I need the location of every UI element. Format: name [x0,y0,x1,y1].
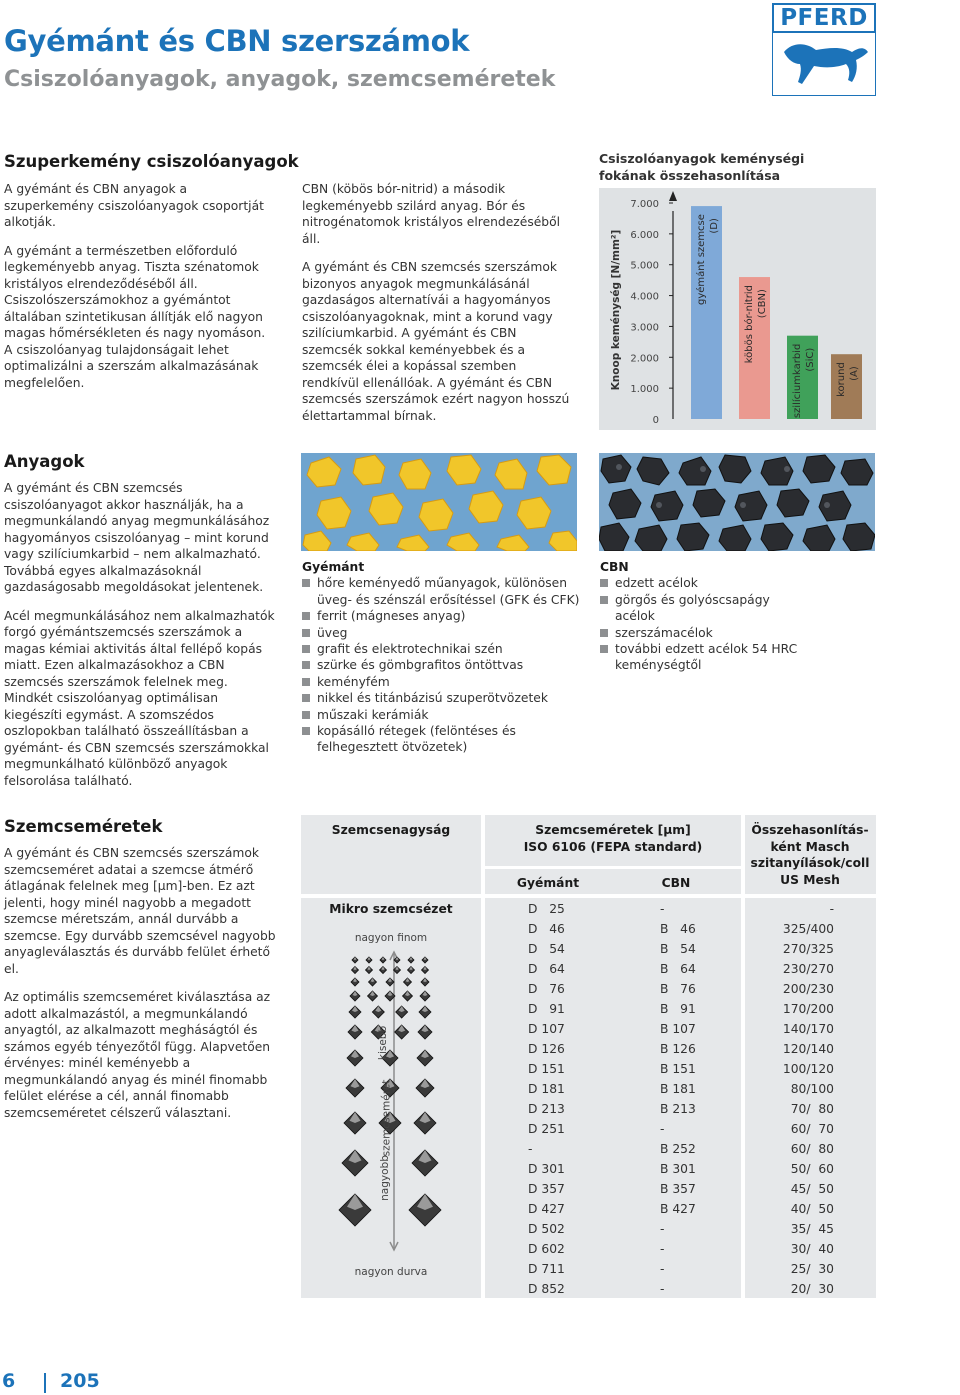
table-cell: D 54 [528,942,565,956]
table-cell: B 64 [660,962,696,976]
table-cell: D 151 [528,1062,565,1076]
table-cell: B 126 [660,1042,696,1056]
table-cell: 50/ 60 [790,1162,834,1176]
table-cell: D 25 [528,902,565,916]
table-cell: 80/100 [790,1082,834,1096]
table-cell: - [660,1262,665,1276]
table-cell: D 427 [528,1202,565,1216]
chart-bar-label: korund (A) [836,362,860,397]
chart-title: Csiszolóanyagok keménységi fokának összehasonlítása [599,151,805,183]
col-header-size: Szemcsenagyság [331,823,451,837]
table-cell: D 107 [528,1022,565,1036]
table-cell: B 76 [660,982,696,996]
paragraph: A gyémánt és CBN anyagok a szuperkemény csiszolóanyagok csoportját alkotják. [4,182,264,229]
table-cell: B 91 [660,1002,696,1016]
list-item: kopásálló rétegek (felöntéses és felhegesztett ötvözetek) [302,723,580,756]
table-cell: 100/120 [782,1062,834,1076]
table-cell: 35/ 45 [790,1222,834,1236]
table-cell: D 126 [528,1042,565,1056]
materials-text [4,480,276,789]
horse-icon [772,32,876,96]
table-divider [301,894,876,898]
list-item: további edzett acélok 54 HRC keménységtől [600,641,810,674]
list-item: műszaki kerámiák [302,707,580,723]
table-cell: D 502 [528,1222,565,1236]
table-cell: D 301 [528,1162,565,1176]
diamond-grains-photo [301,453,577,551]
chart-tick-label: 7.000 [630,199,659,210]
col-header-mesh: Összehasonlítás-ként Masch szitanyílások/coll US Mesh [750,823,870,887]
table-cell: - [829,902,834,916]
table-cell: D 711 [528,1262,565,1276]
table-cell: - [660,1282,665,1296]
section-heading-grain-sizes: Szemcseméretek [4,817,163,836]
table-cell: 200/230 [782,982,834,996]
smaller-label-box [377,1025,406,1065]
table-cell: D 602 [528,1242,565,1256]
table-cell: D 357 [528,1182,565,1196]
larger-label-box [378,1155,406,1201]
chart-bar-label: szilíciumkarbid (SiC) [792,343,816,419]
micro-grit-label: Mikro szemcsézet [329,902,453,916]
list-item: hőre keményedő műanyagok, különösen üveg- és szénszál erősítéssel (GFK és CFK) [302,575,580,608]
superhard-text-col2 [302,181,572,424]
col-header-sizes: Szemcseméretek [μm] ISO 6106 (FEPA standard) [523,823,703,854]
list-item: szürke és gömbgrafitos öntöttvas [302,657,580,673]
fine-label: nagyon finom [354,932,428,944]
paragraph: Az optimális szemcseméret kiválasztása az adott alkalmazástól, a megmunkálandó anyagtól, az alkalmazott megháságtól és számos egyéb tényezőtől függ. Alapvetően érvényes: minél keményebb a megmunkálandó anyag és minél finomabb felület elérése a cél, annál finomabb szemcseméretet célszerű választani. [4,990,271,1120]
table-cell: 270/325 [782,942,834,956]
page-number-separator [44,1373,46,1393]
chart-bar-label: gyémánt szemcse (D) [696,214,720,306]
table-cell: D 852 [528,1282,565,1296]
table-cell: D 76 [528,982,565,996]
cbn-list-heading: CBN [600,560,629,574]
table-cell: 170/200 [782,1002,834,1016]
table-cell: - [660,1242,665,1256]
page-subtitle: Csiszolóanyagok, anyagok, szemcseméretek [4,67,556,92]
table-cell: 70/ 80 [790,1102,834,1116]
table-cell: B 46 [660,922,696,936]
paragraph: A gyémánt és CBN szemcsés csiszolóanyagot akkor használják, ha a megmunkálandó anyag megmunkálásához hagyományos csiszolóanyag – mint korund vagy szilíciumkarbid – nem alkalmazható. Továbbá egyes alkalmazásoknál gazdaságosabb megoldásokat jelentenek. [4,481,270,594]
paragraph: CBN (köbös bór-nitrid) a második legkeményebb szilárd anyag. Bór és nitrogénatomok kristályos elrendezéséből áll. [302,182,561,246]
table-cell: D 213 [528,1102,565,1116]
table-cell: 325/400 [782,922,834,936]
table-cell: D 64 [528,962,565,976]
table-cell: B 181 [660,1082,696,1096]
superhard-text-col1 [4,181,274,391]
table-cell: D 46 [528,922,565,936]
list-item: ferrit (mágneses anyag) [302,608,580,624]
page-title: Gyémánt és CBN szerszámok [4,24,470,58]
cbn-grains-photo [599,453,875,551]
table-cell: 45/ 50 [790,1182,834,1196]
logo-wordmark: PFERD [772,3,876,33]
diamond-list-heading: Gyémánt [302,560,365,574]
chart-tick-label: 6.000 [630,229,659,241]
list-item: görgős és golyóscsapágy acélok [600,592,810,625]
grain-size-axis-label: szemcseméret [380,1079,393,1157]
table-cell: - [660,1222,665,1236]
table-cell: B 151 [660,1062,696,1076]
list-item: grafit és elektrotechnikai szén [302,641,580,657]
col-header-cbn: CBN [661,876,691,890]
table-cell: B 213 [660,1102,696,1116]
larger-label: nagyobb [378,1155,391,1201]
paragraph: A gyémánt és CBN szemcsés szerszámok bizonyos anyagok megmunkálásánál gazdaságos alternatívái a hagyományos csiszolóanyagoknak, mint a korund vagy szilíciumkarbid. A gyémánt és CBN szemcsék sokkal keményebbek és a szemcsék élei a kopással szemben rendkívül ellenállóak. A gyémánt és CBN szemcsés szerszámok ezért nagyon hosszú élettartammal bírnak. [302,260,570,423]
chart-axis-arrow [669,191,677,201]
page-number-left: 6 [2,1370,16,1392]
chart-tick-label: 1.000 [630,384,659,396]
table-cell: D 91 [528,1002,565,1016]
section-heading-superhard: Szuperkemény csiszolóanyagok [4,152,299,171]
hardness-chart [599,188,876,430]
table-cell: B 427 [660,1202,696,1216]
grain-sizes-text [4,845,276,1121]
chart-tick-label: 5.000 [630,260,659,272]
diamond-materials-list [302,559,580,756]
table-cell: - [660,1122,665,1136]
paragraph: A gyémánt a természetben előforduló legkeményebb anyag. Tiszta szénatomok kristályos elrendeződéséből áll. Csiszolószerszámokhoz a gyémántot általában szintetikusan állítják elő nagyon magas hőmérsékleten és nagy nyomáson. A csiszolóanyag tulajdonságait lehet optimalizálni a szerszám alkalmazásának megfelelően. [4,243,266,390]
table-col-divider [481,815,485,1298]
list-item: szerszámacélok [600,625,810,641]
list-item: edzett acélok [600,575,810,591]
table-cell: 140/170 [782,1022,834,1036]
table-cell: B 301 [660,1162,696,1176]
table-cell: - [528,1142,533,1156]
table-cell: D 251 [528,1122,565,1136]
table-cell: B 252 [660,1142,696,1156]
table-cell: 60/ 80 [790,1142,834,1156]
chart-ylabel: Knoop keménység [N/mm²] [610,229,622,391]
section-heading-materials: Anyagok [4,452,85,471]
chart-tick-label: 4.000 [630,291,659,303]
table-cell: 60/ 70 [790,1122,834,1136]
chart-tick-label: 3.000 [630,322,659,334]
table-col-divider [741,815,745,1298]
size-label-box [380,1079,406,1157]
table-cell: 25/ 30 [790,1262,834,1276]
table-cell: B 357 [660,1182,696,1196]
table-cell: 120/140 [782,1042,834,1056]
list-item: üveg [302,625,580,641]
chart-bar-label: köbös bór-nitrid (CBN) [744,285,768,364]
table-cell: B 107 [660,1022,696,1036]
col-header-diamond: Gyémánt [516,876,580,890]
chart-tick-label: 2.000 [630,353,659,365]
table-cell: 20/ 30 [790,1282,834,1296]
table-cell: 30/ 40 [790,1242,834,1256]
table-cell: D 181 [528,1082,565,1096]
table-cell: - [660,902,665,916]
coarse-label: nagyon durva [354,1266,428,1278]
table-subheader-divider [485,866,741,869]
chart-tick-label: 0 [652,415,659,426]
table-cell: 230/270 [782,962,834,976]
table-cell: B 54 [660,942,696,956]
paragraph: Acél megmunkálásához nem alkalmazhatók forgó gyémántszemcsés szerszámok a magas kémiai aktivitás által fellépő kopás miatt. Ezen alkalmazásokhoz a CBN szemcsés szerszámok felelnek meg. Mindkét csiszolóanyag optimálisan kiegészíti egymást. A szomszédos oszlopokban található összeállításban a gyémánt- és CBN szemcsés szerszámokkal megmunkálható különböző anyagok felsorolása található. [4,608,275,788]
paragraph: A gyémánt és CBN szemcsés szerszámok szemcseméret adatai a szemcse átmérő átlagának felelnek meg [μm]-ben. Ez azt jelenti, hogy minél nagyobb a megadott szemcse méretszám, annál durvább a szemcse. Egy durvább szemcsével nagyobb anyagleválasztás és durvább felület érhető el. [4,846,276,976]
list-item: keményfém [302,674,580,690]
page-number-right: 205 [60,1370,100,1392]
cbn-materials-list [600,559,810,674]
smaller-label: kisebb [377,1025,390,1061]
list-item: nikkel és titánbázisú szuperötvözetek [302,690,580,706]
pferd-logo [772,3,878,96]
table-cell: 40/ 50 [790,1202,834,1216]
